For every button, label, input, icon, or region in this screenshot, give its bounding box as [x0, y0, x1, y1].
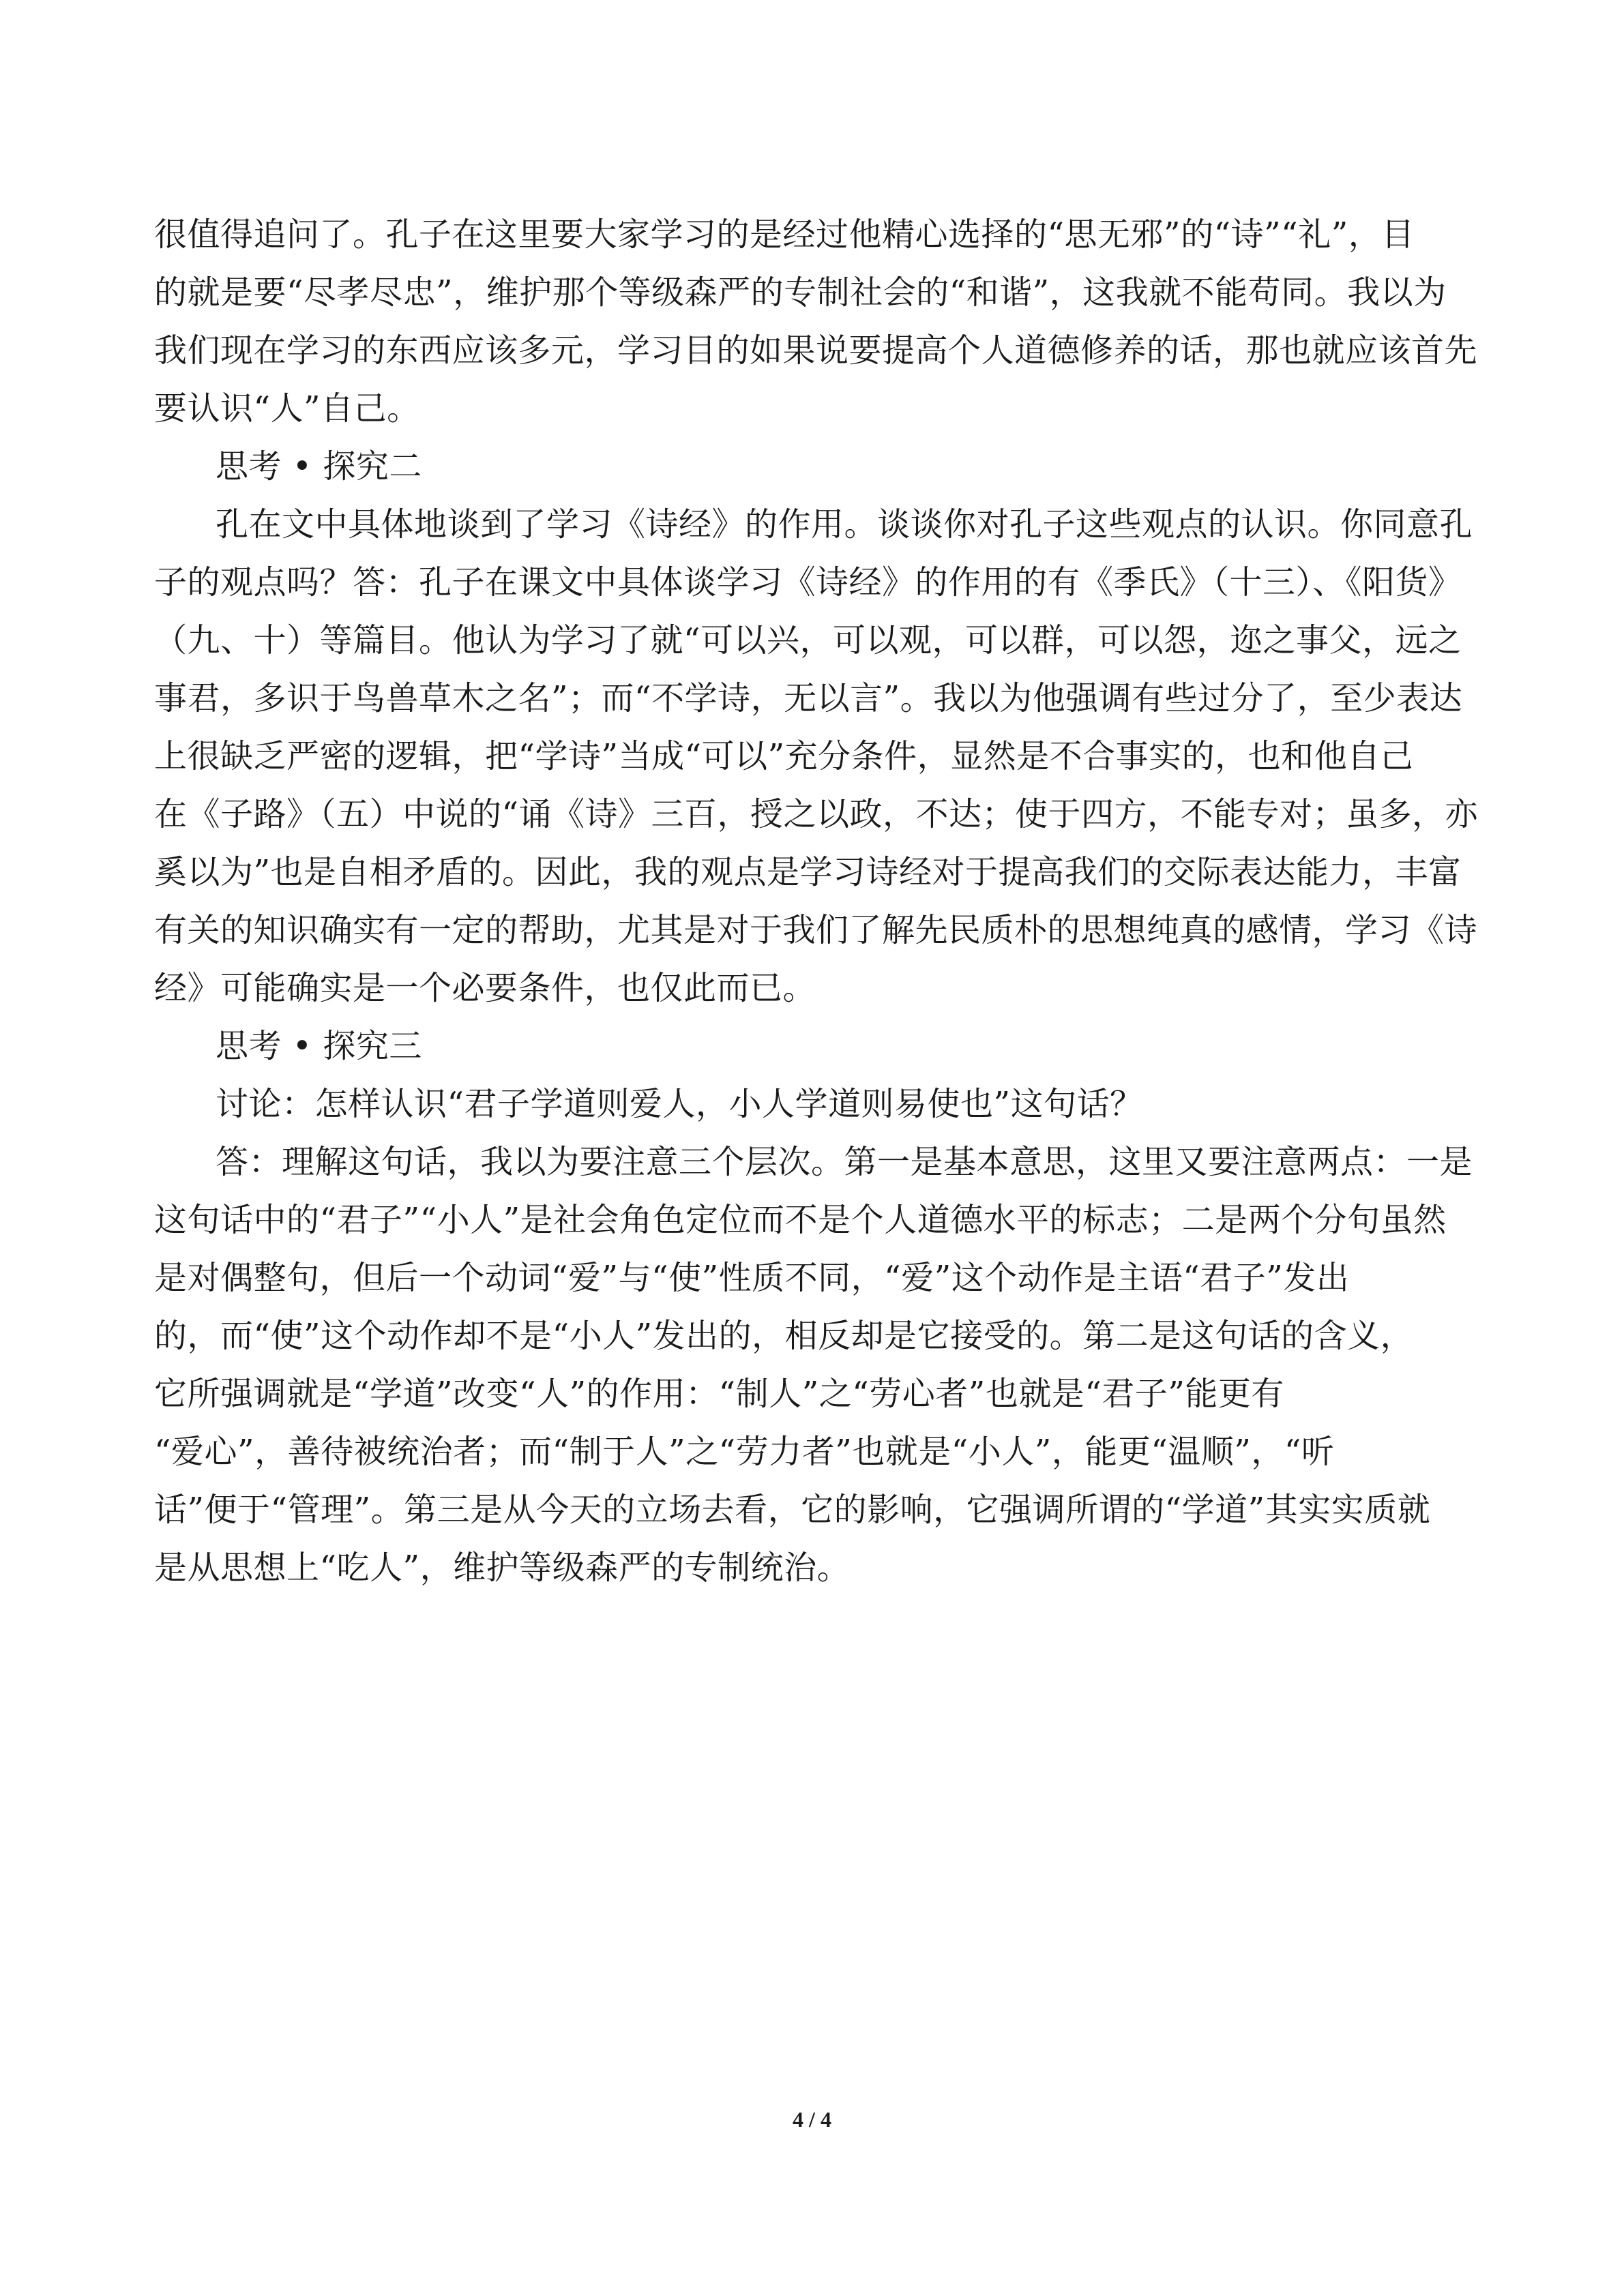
- text-line: 要认识“人”自己。: [154, 389, 420, 428]
- text-line: 的就是要“尽孝尽忠”，维护那个等级森严的专制社会的“和谐”，这我就不能苟同。我以为: [154, 273, 1447, 312]
- text-line: 有关的知识确实有一定的帮助，尤其是对于我们了解先民质朴的思想纯真的感情，学习《诗: [154, 911, 1478, 949]
- text-line: 奚以为”也是自相矛盾的。因此，我的观点是学习诗经对于提高我们的交际表达能力，丰富: [154, 853, 1462, 891]
- discussion-question: 讨论：怎样认识“君子学道则爱人，小人学道则易使也”这句话？: [216, 1085, 1143, 1123]
- text-line: 事君，多识于鸟兽草木之名”；而“不学诗，无以言”。我以为他强调有些过分了，至少表达: [154, 679, 1463, 717]
- text-line: 是对偶整句，但后一个动词“爱”与“使”性质不同，“爱”这个动作是主语“君子”发出: [154, 1259, 1350, 1297]
- section-heading: 思考 • 探究二: [216, 447, 422, 486]
- text-line: 这句话中的“君子”“小人”是社会角色定位而不是个人道德水平的标志；二是两个分句虽然: [154, 1201, 1447, 1239]
- text-line: 孔在文中具体地谈到了学习《诗经》的作用。谈谈你对孔子这些观点的认识。你同意孔: [216, 505, 1473, 543]
- page-number: 4 / 4: [793, 2107, 831, 2132]
- text-line: 在《子路》（五）中说的“诵《诗》三百，授之以政，不达；使于四方，不能专对；虽多，亦: [154, 795, 1479, 833]
- text-line: 上很缺乏严密的逻辑，把“学诗”当成“可以”充分条件，显然是不合事实的，也和他自己: [154, 737, 1414, 775]
- text-line: “爱心”，善待被统治者；而“制于人”之“劳力者”也就是“小人”，能更“温顺”，“听: [154, 1433, 1335, 1471]
- text-line: 我们现在学习的东西应该多元，学习目的如果说要提高个人道德修养的话，那也就应该首先: [154, 331, 1478, 370]
- text-line: 它所强调就是“学道”改变“人”的作用：“制人”之“劳心者”也就是“君子”能更有: [154, 1375, 1284, 1413]
- text-line: （九、十）等篇目。他认为学习了就“可以兴，可以观，可以群，可以怨，迩之事父，远之: [154, 621, 1462, 659]
- text-line: 答：理解这句话，我以为要注意三个层次。第一是基本意思，这里又要注意两点：一是: [216, 1143, 1473, 1181]
- text-line: 经》可能确实是一个必要条件，也仅此而已。: [154, 969, 816, 1007]
- text-line: 很值得追问了。孔子在这里要大家学习的是经过他精心选择的“思无邪”的“诗”“礼”，目: [154, 215, 1415, 254]
- text-line: 话”便于“管理”。第三是从今天的立场去看，它的影响，它强调所谓的“学道”其实实质就: [154, 1491, 1431, 1529]
- text-line: 的，而“使”这个动作却不是“小人”发出的，相反却是它接受的。第二是这句话的含义，: [154, 1317, 1414, 1355]
- text-line: 子的观点吗？答：孔子在课文中具体谈学习《诗经》的作用的有《季氏》（十三）、《阳货》: [154, 563, 1462, 601]
- section-heading: 思考 • 探究三: [216, 1027, 422, 1065]
- text-line: 是从思想上“吃人”，维护等级森严的专制统治。: [154, 1549, 851, 1587]
